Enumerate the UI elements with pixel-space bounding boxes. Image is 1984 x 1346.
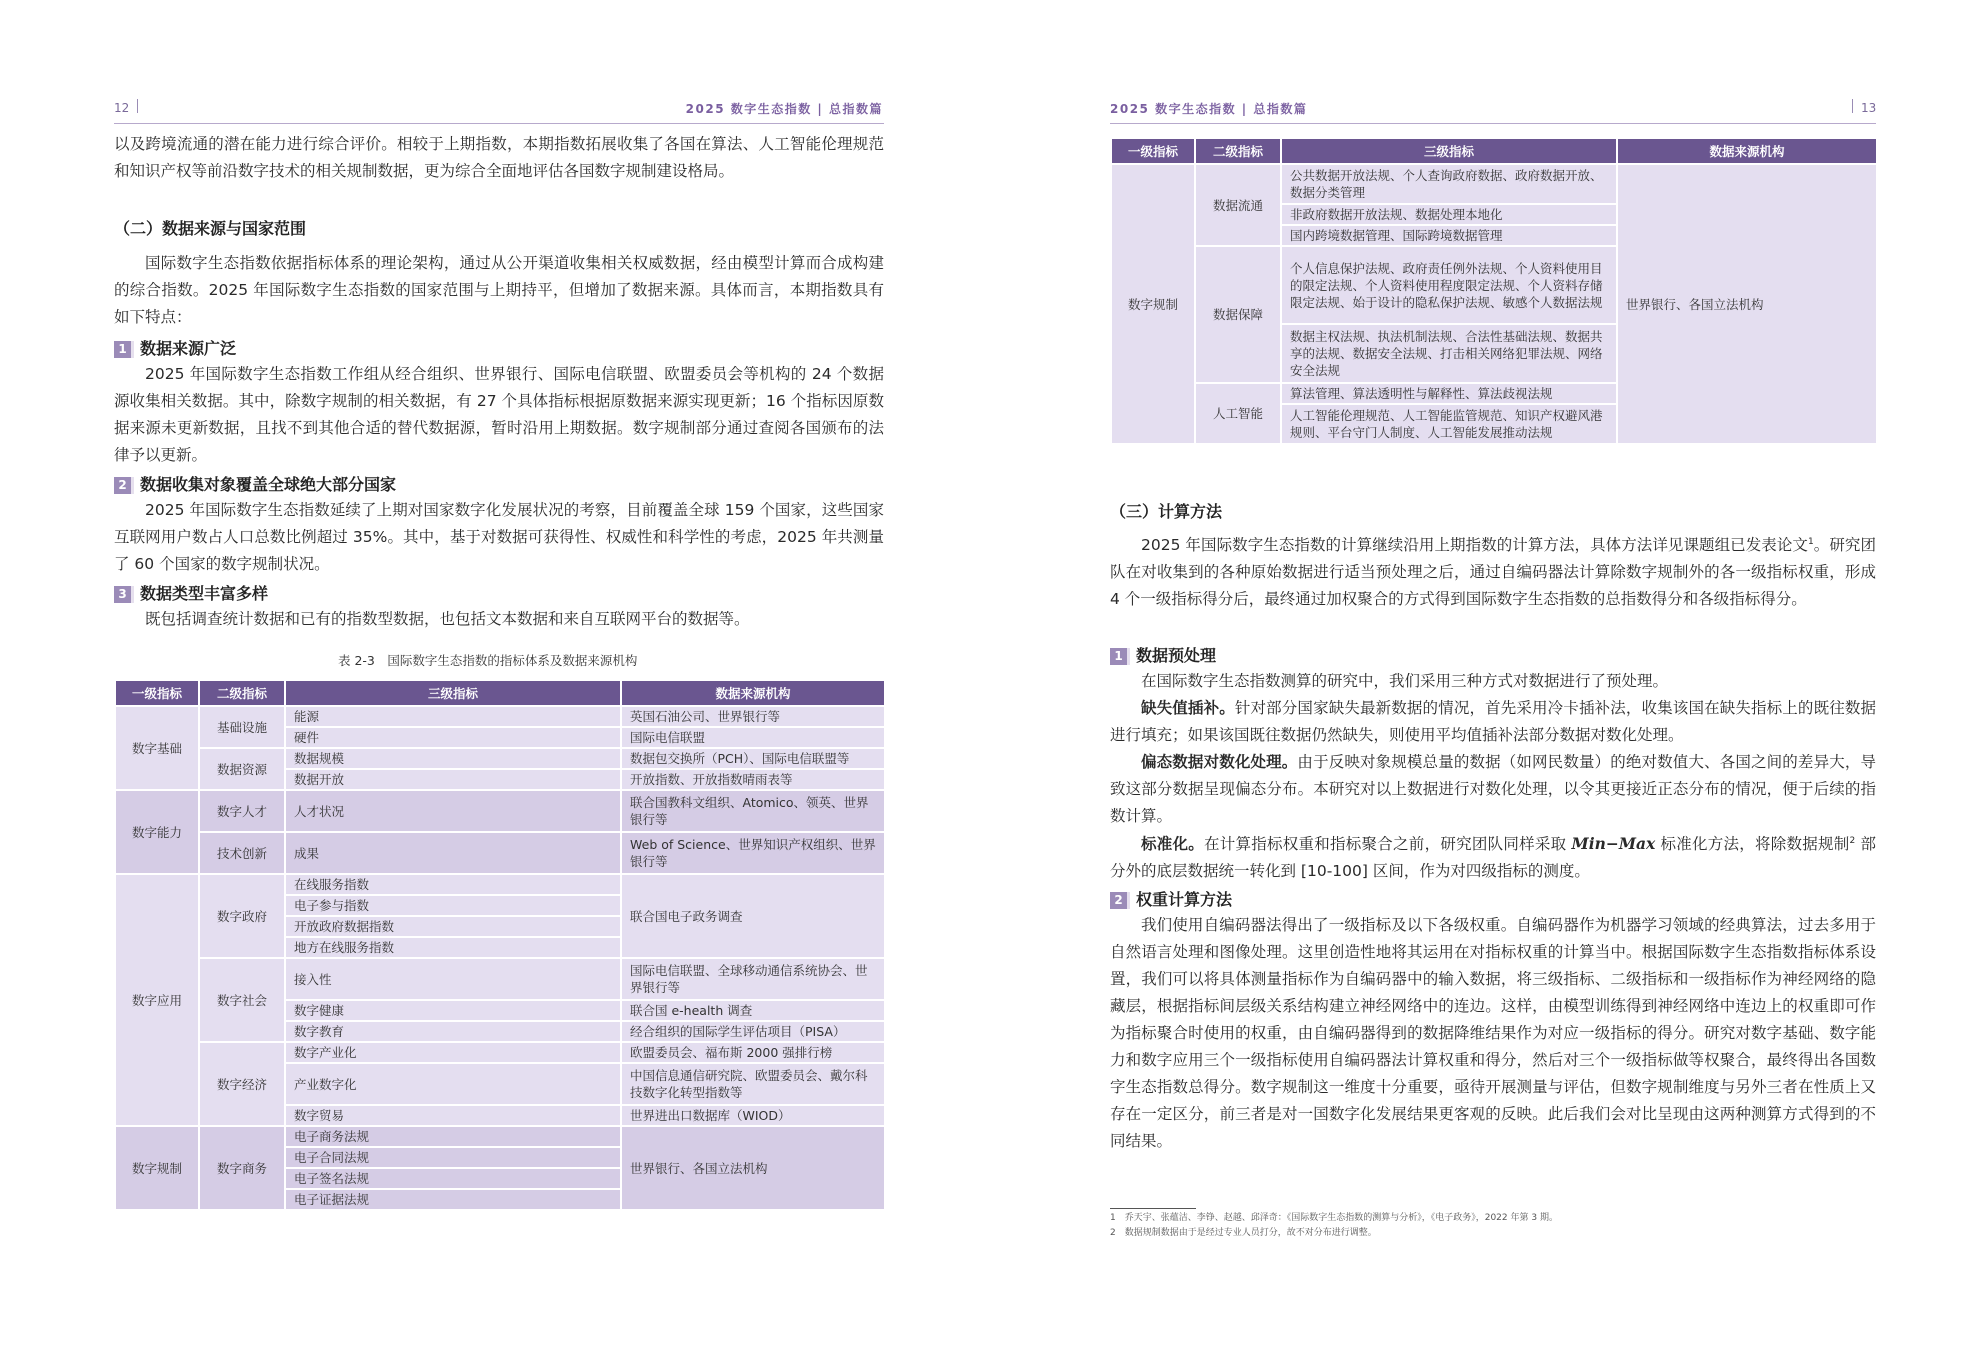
running-header-title: 2025 数字生态指数 | 总指数篇 [1110, 102, 1308, 116]
source-cell: 经合组织的国际学生评估项目（PISA） [621, 1021, 885, 1042]
table-header: 一级指标 [1111, 138, 1195, 164]
level3-cell: 公共数据开放法规、个人查询政府数据、政府数据开放、数据分类管理 [1281, 164, 1617, 204]
section-intro: 国际数字生态指数依据指标体系的理论架构，通过从公开渠道收集相关权威数据，经由模型计算而合成构建的综合指数。2025 年国际数字生态指数的国家范围与上期持平，但增加了数据来源。具体而言，本期指数具有如下特点： [114, 254, 884, 326]
header-separator [137, 99, 138, 113]
table-header: 三级指标 [1281, 138, 1617, 164]
source-cell: 英国石油公司、世界银行等 [621, 706, 885, 727]
source-cell: 联合国教科文组织、Atomico、领英、世界银行等 [621, 790, 885, 832]
level2-cell: 技术创新 [199, 832, 285, 874]
level2-cell: 基础设施 [199, 706, 285, 748]
running-header-title: 2025 数字生态指数 | 总指数篇 [685, 102, 883, 116]
level2-cell: 数字政府 [199, 874, 285, 958]
item-heading-3: 3 数据类型丰富多样 [114, 583, 268, 605]
level1-cell: 数字基础 [115, 706, 199, 790]
level3-cell: 能源 [285, 706, 621, 727]
level3-cell: 开放政府数据指数 [285, 916, 621, 937]
level3-cell: 数字健康 [285, 1000, 621, 1021]
level3-cell: 算法管理、算法透明性与解释性、算法歧视法规 [1281, 383, 1617, 404]
source-cell: 数据包交换所（PCH）、国际电信联盟等 [621, 748, 885, 769]
weight-paragraph: 我们使用自编码器法得出了一级指标及以下各级权重。自编码器作为机器学习领域的经典算法，过去多用于自然语言处理和图像处理。这里创造性地将其运用在对指标权重的计算当中。根据国际数字生态指数指标体系设置，我们可以将具体测量指标作为自编码器中的输入数据，将三级指标、二级指标和一级指标作为神经网络的隐藏层，根据指标间层级关系结构建立神经网络中的连边。这样，由模型训练得到神经网络中连边上的权重即可作为指标聚合时使用的权重，由自编码器得到的数据降维结果作为对应一级指标的得分。研究对数字基础、数字能力和数字应用三个一级指标使用自编码器法计算权重和得分，然后对三个一级指标做等权聚合，最终得出各国数字生态指数总得分。数字规制这一维度十分重要，亟待开展测量与评估，但数字规制维度与另外三者在性质上又存在一定区分，前三者是对一国数字化发展结果更客观的反映。此后我们会对比呈现由这两种测算方式得到的不同结果。 [1110, 916, 1876, 1150]
footnote-1: 1 乔天宇、张蕴洁、李铮、赵越、邱泽奇：《国际数字生态指数的测算与分析》，《电子政务》，2022 年第 3 期。 [1110, 1213, 1558, 1223]
item-heading-1: 1 数据来源广泛 [114, 338, 236, 360]
level2-cell: 数字人才 [199, 790, 285, 832]
level3-cell: 个人信息保护法规、政府责任例外法规、个人资料使用目的限定法规、个人资料使用程度限定法规、个人资料存储限定法规、始于设计的隐私保护法规、敏感个人数据法规 [1281, 246, 1617, 324]
section-intro: 2025 年国际数字生态指数的计算继续沿用上期指数的计算方法，具体方法详见课题组已发表论文$^1$。研究团队在对收集到的各种原始数据进行适当预处理之后，通过自编码器法计算除数字规制外的各一级指标权重，形成 4 个一级指标得分后，最终通过加权聚合的方式得到国际数字生态指数的总指数得分和各级指标得分。 [1110, 536, 1876, 608]
item-text-2: 2025 年国际数字生态指数延续了上期对国家数字化发展状况的考察，目前覆盖全球 159 个国家，这些国家互联网用户数占人口总数比例超过 35%。其中，基于对数据可获得性、权威性和科学性的考虑，2025 年共测量了 60 个国家的数字规制状况。 [114, 501, 884, 573]
table-header: 二级指标 [199, 680, 285, 706]
level2-cell: 数据流通 [1195, 164, 1281, 246]
source-cell: 联合国电子政务调查 [621, 874, 885, 958]
table-caption: 表 2-3 国际数字生态指数的指标体系及数据来源机构 [338, 653, 638, 668]
header-rule [114, 123, 884, 124]
level1-cell: 数字规制 [1111, 164, 1195, 444]
level3-cell: 数字贸易 [285, 1105, 621, 1126]
level3-cell: 产业数字化 [285, 1063, 621, 1105]
level3-cell: 人才状况 [285, 790, 621, 832]
source-cell: 中国信息通信研究院、欧盟委员会、戴尔科技数字化转型指数等 [621, 1063, 885, 1105]
level1-cell: 数字能力 [115, 790, 199, 874]
source-cell: 世界银行、各国立法机构 [1617, 164, 1877, 444]
level2-cell: 数字经济 [199, 1042, 285, 1126]
page-number: 13 [1861, 101, 1877, 115]
level3-cell: 电子签名法规 [285, 1168, 621, 1189]
item-number-badge: 1 [1110, 648, 1127, 665]
level3-cell: 电子参与指数 [285, 895, 621, 916]
level3-cell: 地方在线服务指数 [285, 937, 621, 958]
footnotes [1110, 1211, 1876, 1241]
level3-cell: 数字产业化 [285, 1042, 621, 1063]
preprocess-paragraphs: 在国际数字生态指数测算的研究中，我们采用三种方式对数据进行了预处理。 缺失值插补。针对部分国家缺失最新数据的情况，首先采用冷卡插补法，收集该国在缺失指标上的既往数据进行填充；如果该国既往数据仍然缺失，则使用平均值插补法部分数据对数化处理。 偏态数据对数化处理。由于反映对象规模总量的数据（如网民数量）的绝对数值大、各国之间的差异大，导致这部分数据呈现偏态分布。本研究对以上数据进行对数化处理，以令其更接近正态分布的情况，便于后续的指数计算。 标准化。在计算指标权重和指标聚合之前，研究团队同样采取 Min−Max 标准化方法，将除数据规制$^2$ 部分外的底层数据统一转化到 [10-100] 区间，作为对四级指标的测度。 [1110, 672, 1876, 880]
item-number-badge: 2 [114, 477, 131, 494]
item-text-3: 既包括调查统计数据和已有的指数型数据，也包括文本数据和来自互联网平台的数据等。 [145, 610, 750, 628]
table-header: 数据来源机构 [621, 680, 885, 706]
item-heading-1: 1 数据预处理 [1110, 645, 1216, 667]
source-cell: 联合国 e-health 调查 [621, 1000, 885, 1021]
level3-cell: 接入性 [285, 958, 621, 1000]
item-number-badge: 1 [114, 341, 131, 358]
source-cell: 世界银行、各国立法机构 [621, 1126, 885, 1210]
level3-cell: 国内跨境数据管理、国际跨境数据管理 [1281, 225, 1617, 246]
item-text-1: 2025 年国际数字生态指数工作组从经合组织、世界银行、国际电信联盟、欧盟委员会等机构的 24 个数据源收集相关数据。其中，除数字规制的相关数据，有 27 个具体指标根据原数据来源实现更新；16 个指标因原数据来源未更新数据，且找不到其他合适的替代数据源，暂时沿用上期数据。数字规制部分通过查阅各国颁布的法律予以更新。 [114, 365, 884, 464]
intro-paragraph: 以及跨境流通的潜在能力进行综合评价。相较于上期指数，本期指数拓展收集了各国在算法、人工智能伦理规范和知识产权等前沿数字技术的相关规制数据，更为综合全面地评估各国数字规制建设格局。 [114, 135, 884, 180]
table-header: 一级指标 [115, 680, 199, 706]
level1-cell: 数字规制 [115, 1126, 199, 1210]
source-cell: 国际电信联盟、全球移动通信系统协会、世界银行等 [621, 958, 885, 1000]
item-number-badge: 3 [114, 586, 131, 603]
footnote-2: 2 数据规制数据由于是经过专业人员打分，故不对分布进行调整。 [1110, 1228, 1377, 1238]
page-number: 12 [114, 101, 130, 115]
level3-cell: 电子证据法规 [285, 1189, 621, 1210]
footnote-rule [1110, 1208, 1196, 1209]
source-cell: 世界进出口数据库（WIOD） [621, 1105, 885, 1126]
right-page [992, 0, 1984, 1346]
item-number-badge: 2 [1110, 892, 1127, 909]
level3-cell: 数据主权法规、执法机制法规、合法性基础法规、数据共享的法规、数据安全法规、打击相关网络犯罪法规、网络安全法规 [1281, 324, 1617, 383]
level3-cell: 硬件 [285, 727, 621, 748]
section-title: （三）计算方法 [1110, 502, 1223, 521]
source-cell: 国际电信联盟 [621, 727, 885, 748]
source-cell: 欧盟委员会、福布斯 2000 强排行榜 [621, 1042, 885, 1063]
level3-cell: 电子商务法规 [285, 1126, 621, 1147]
source-cell: Web of Science、世界知识产权组织、世界银行等 [621, 832, 885, 874]
level2-cell: 数字社会 [199, 958, 285, 1042]
source-cell: 开放指数、开放指数晴雨表等 [621, 769, 885, 790]
item-heading-2: 2 数据收集对象覆盖全球绝大部分国家 [114, 474, 396, 496]
level2-cell: 数据资源 [199, 748, 285, 790]
level3-cell: 电子合同法规 [285, 1147, 621, 1168]
level3-cell: 数字教育 [285, 1021, 621, 1042]
indicator-table-continued [1110, 137, 1878, 445]
level1-cell: 数字应用 [115, 874, 199, 1126]
section-title: （二）数据来源与国家范围 [114, 219, 307, 238]
level2-cell: 数字商务 [199, 1126, 285, 1210]
level3-cell: 人工智能伦理规范、人工智能监管规范、知识产权避风港规则、平台守门人制度、人工智能发展推动法规 [1281, 404, 1617, 444]
footnote-ref: 1 [1807, 536, 1814, 547]
level2-cell: 数据保障 [1195, 246, 1281, 383]
header-separator [1852, 99, 1853, 113]
header-rule [1110, 123, 1876, 124]
table-header: 三级指标 [285, 680, 621, 706]
indicator-table [114, 679, 886, 1211]
math-formula: Min−Max [1571, 834, 1656, 853]
table-header: 数据来源机构 [1617, 138, 1877, 164]
level3-cell: 数据规模 [285, 748, 621, 769]
level3-cell: 数据开放 [285, 769, 621, 790]
level3-cell: 非政府数据开放法规、数据处理本地化 [1281, 204, 1617, 225]
table-header: 二级指标 [1195, 138, 1281, 164]
footnote-ref: 2 [1849, 835, 1856, 846]
item-heading-2: 2 权重计算方法 [1110, 889, 1232, 911]
level2-cell: 人工智能 [1195, 383, 1281, 444]
level3-cell: 在线服务指数 [285, 874, 621, 895]
level3-cell: 成果 [285, 832, 621, 874]
